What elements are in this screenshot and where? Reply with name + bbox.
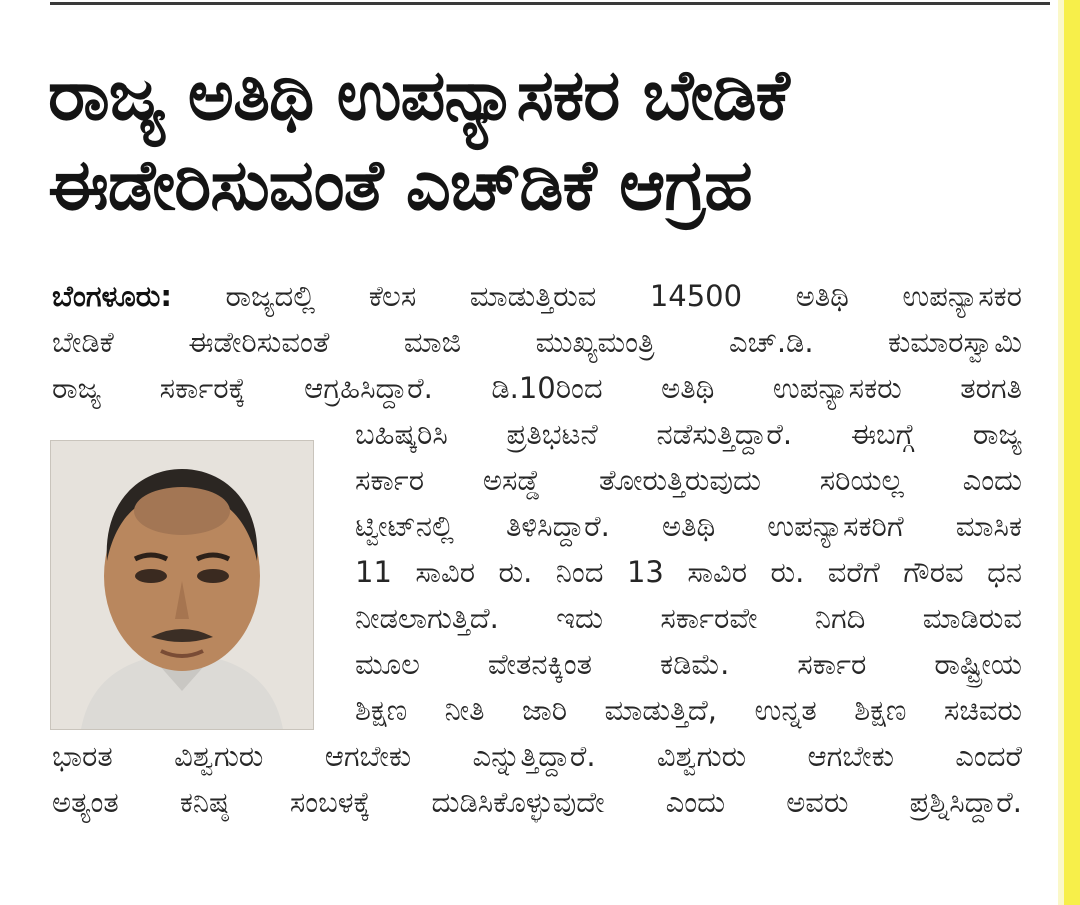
headline-line-2: ಈಡೇರಿಸುವಂತೆ ಎಚ್‌ಡಿಕೆ ಆಗ್ರಹ: [48, 144, 752, 226]
headline-line-1: ರಾಜ್ಯ ಅತಿಥಿ ಉಪನ್ಯಾಸಕರ ಬೇಡಿಕೆ: [48, 54, 789, 136]
dateline: ಬೆಂಗಳೂರು:: [52, 279, 172, 313]
body-line-1-text: ರಾಜ್ಯದಲ್ಲಿ ಕೆಲಸ ಮಾಡುತ್ತಿರುವ 14500 ಅತಿಥಿ ಉಪನ್ಯಾಸಕರ: [225, 279, 1022, 313]
body-line-7: 11 ಸಾವಿರ ರು. ನಿಂದ 13 ಸಾವಿರ ರು. ವರೆಗೆ ಗೌರವ ಧನ: [355, 555, 1022, 589]
body-line-9: ಮೂಲ ವೇತನಕ್ಕಿಂತ ಕಡಿಮೆ. ಸರ್ಕಾರ ರಾಷ್ಟ್ರೀಯ: [355, 647, 1022, 681]
body-line-10: ಶಿಕ್ಷಣ ನೀತಿ ಜಾರಿ ಮಾಡುತ್ತಿದೆ, ಉನ್ನತ ಶಿಕ್ಷಣ ಸಚಿವರು: [355, 693, 1022, 727]
portrait-photo: [50, 440, 314, 730]
body-line-11: ಭಾರತ ವಿಶ್ವಗುರು ಆಗಬೇಕು ಎನ್ನುತ್ತಿದ್ದಾರೆ. ವಿಶ್ವಗುರು ಆಗಬೇಕು ಎಂದರೆ: [52, 739, 1022, 773]
top-divider: [50, 2, 1050, 5]
body-line-12: ಅತ್ಯಂತ ಕನಿಷ್ಠ ಸಂಬಳಕ್ಕೆ ದುಡಿಸಿಕೊಳ್ಳುವುದೇ ಎಂದು ಅವರು ಪ್ರಶ್ನಿಸಿದ್ದಾರೆ.: [52, 785, 1022, 819]
headline: [48, 50, 1048, 230]
body-line-3: ರಾಜ್ಯ ಸರ್ಕಾರಕ್ಕೆ ಆಗ್ರಹಿಸಿದ್ದಾರೆ. ಡಿ.10ರಿಂದ ಅತಿಥಿ ಉಪನ್ಯಾಸಕರು ತರಗತಿ: [52, 371, 1022, 405]
body-line-6: ಟ್ವೀಟ್‌ನಲ್ಲಿ ತಿಳಿಸಿದ್ದಾರೆ. ಅತಿಥಿ ಉಪನ್ಯಾಸಕರಿಗೆ ಮಾಸಿಕ: [355, 509, 1022, 543]
page-edge-strip: [1058, 0, 1080, 905]
body-line-2: ಬೇಡಿಕೆ ಈಡೇರಿಸುವಂತೆ ಮಾಜಿ ಮುಖ್ಯಮಂತ್ರಿ ಎಚ್.ಡಿ. ಕುಮಾರಸ್ವಾಮಿ: [52, 325, 1022, 359]
portrait-figure: [51, 441, 313, 729]
body-line-8: ನೀಡಲಾಗುತ್ತಿದೆ. ಇದು ಸರ್ಕಾರವೇ ನಿಗದಿ ಮಾಡಿರುವ: [355, 601, 1022, 635]
body-line-1: [52, 276, 1022, 316]
body-line-4: ಬಹಿಷ್ಕರಿಸಿ ಪ್ರತಿಭಟನೆ ನಡೆಸುತ್ತಿದ್ದಾರೆ. ಈಬಗ್ಗೆ ರಾಜ್ಯ: [355, 417, 1022, 451]
body-line-5: ಸರ್ಕಾರ ಅಸಡ್ಡೆ ತೋರುತ್ತಿರುವುದು ಸರಿಯಲ್ಲ ಎಂದು: [355, 463, 1022, 497]
